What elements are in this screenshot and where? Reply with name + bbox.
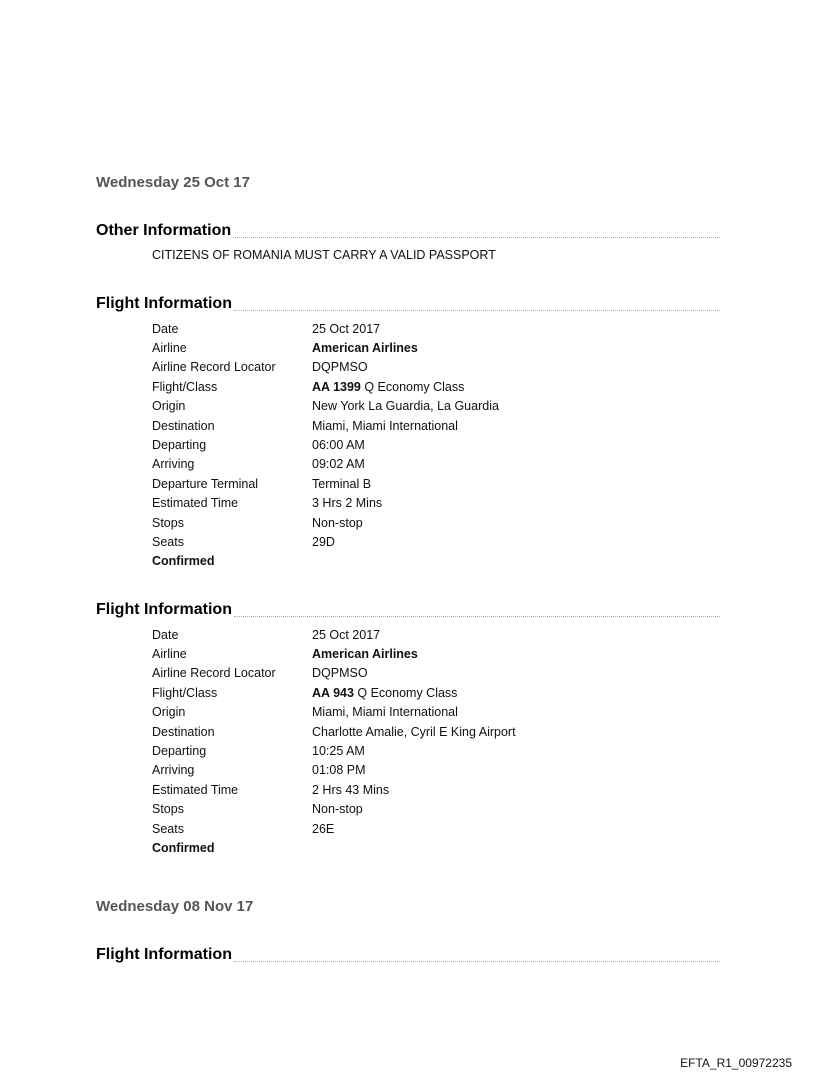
detail-label: Date xyxy=(152,627,179,642)
detail-row-origin xyxy=(152,703,652,722)
detail-label: Flight/Class xyxy=(152,379,218,394)
flight-information-heading xyxy=(96,942,720,964)
detail-row-arriving xyxy=(152,455,652,474)
detail-row-departing xyxy=(152,435,652,454)
detail-row-stops xyxy=(152,800,652,819)
detail-label: Date xyxy=(152,321,179,336)
flight-details xyxy=(152,625,652,858)
detail-value: Non-stop xyxy=(312,515,363,530)
detail-value: Non-stop xyxy=(312,802,363,817)
section-divider xyxy=(234,616,720,617)
section-title: Flight Information xyxy=(96,601,232,618)
detail-value xyxy=(312,380,652,394)
detail-row-origin xyxy=(152,397,652,416)
section-title: Flight Information xyxy=(96,295,232,312)
detail-label: Estimated Time xyxy=(152,496,239,511)
detail-value: New York La Guardia, La Guardia xyxy=(312,399,499,414)
detail-value: DQPMSO xyxy=(312,666,368,681)
detail-row-departing xyxy=(152,741,652,760)
detail-label: Stops xyxy=(152,515,184,530)
detail-label: Departure Terminal xyxy=(152,476,259,491)
detail-row-estimated-time xyxy=(152,494,652,513)
detail-label: Departing xyxy=(152,438,207,453)
detail-label: Stops xyxy=(152,802,184,817)
detail-value: DQPMSO xyxy=(312,360,368,375)
detail-value: Terminal B xyxy=(312,476,372,491)
detail-value: 2 Hrs 43 Mins xyxy=(312,782,390,797)
section-title: Flight Information xyxy=(96,946,232,963)
date-heading: Wednesday 08 Nov 17 xyxy=(96,898,254,915)
detail-value: 10:25 AM xyxy=(312,744,365,759)
detail-label: Flight/Class xyxy=(152,685,218,700)
detail-row-seats xyxy=(152,532,652,551)
detail-label: Arriving xyxy=(152,763,195,778)
flight-information-heading xyxy=(96,597,720,619)
detail-label: Airline xyxy=(152,647,187,662)
detail-value: 25 Oct 2017 xyxy=(312,321,381,336)
class-text: Q Economy Class xyxy=(360,379,465,394)
detail-row-arriving xyxy=(152,761,652,780)
section-divider xyxy=(233,237,720,238)
flight-details xyxy=(152,319,652,571)
detail-row-date xyxy=(152,625,652,644)
section-divider xyxy=(234,961,720,962)
detail-row-destination xyxy=(152,722,652,741)
detail-row-locator xyxy=(152,664,652,683)
passport-note: CITIZENS OF ROMANIA MUST CARRY A VALID PASSPORT xyxy=(152,248,496,262)
detail-label: Airline Record Locator xyxy=(152,360,276,375)
detail-value: Miami, Miami International xyxy=(312,418,458,433)
detail-value: 25 Oct 2017 xyxy=(312,627,381,642)
detail-value: 01:08 PM xyxy=(312,763,366,778)
detail-row-flight-class xyxy=(152,683,652,702)
detail-label: Departing xyxy=(152,744,207,759)
class-text: Q Economy Class xyxy=(353,685,458,700)
detail-label: Destination xyxy=(152,418,215,433)
section-title: Other Information xyxy=(96,222,232,239)
detail-value: American Airlines xyxy=(312,341,418,356)
detail-row-date xyxy=(152,319,652,338)
document-id: EFTA_R1_00972235 xyxy=(680,1056,792,1070)
detail-label: Origin xyxy=(152,705,186,720)
other-information-heading xyxy=(96,218,720,240)
detail-row-departure-terminal xyxy=(152,474,652,493)
detail-label: Airline Record Locator xyxy=(152,666,276,681)
detail-value: 06:00 AM xyxy=(312,438,365,453)
section-divider xyxy=(234,310,720,311)
booking-status: Confirmed xyxy=(152,840,215,855)
detail-label: Airline xyxy=(152,341,187,356)
detail-value: 3 Hrs 2 Mins xyxy=(312,496,383,511)
detail-label: Destination xyxy=(152,724,215,739)
detail-row-destination xyxy=(152,416,652,435)
flight-information-heading xyxy=(96,291,720,313)
detail-value: American Airlines xyxy=(312,647,418,662)
detail-row-flight-class xyxy=(152,377,652,396)
flight-number: AA 943 xyxy=(312,685,354,700)
detail-label: Seats xyxy=(152,821,184,836)
detail-value: Miami, Miami International xyxy=(312,705,458,720)
detail-row-airline xyxy=(152,338,652,357)
detail-label: Seats xyxy=(152,534,184,549)
date-heading: Wednesday 25 Oct 17 xyxy=(96,174,250,191)
detail-row-status xyxy=(152,838,652,857)
flight-number: AA 1399 xyxy=(312,379,361,394)
detail-label: Origin xyxy=(152,399,186,414)
detail-label: Estimated Time xyxy=(152,782,239,797)
detail-row-seats xyxy=(152,819,652,838)
detail-row-locator xyxy=(152,358,652,377)
detail-row-estimated-time xyxy=(152,780,652,799)
detail-value: Charlotte Amalie, Cyril E King Airport xyxy=(312,724,516,739)
detail-label: Arriving xyxy=(152,457,195,472)
booking-status: Confirmed xyxy=(152,554,215,569)
detail-value: 09:02 AM xyxy=(312,457,365,472)
detail-value: 26E xyxy=(312,821,335,836)
detail-value: 29D xyxy=(312,534,335,549)
detail-row-stops xyxy=(152,513,652,532)
detail-row-airline xyxy=(152,644,652,663)
detail-row-status xyxy=(152,552,652,571)
detail-value xyxy=(312,686,652,700)
